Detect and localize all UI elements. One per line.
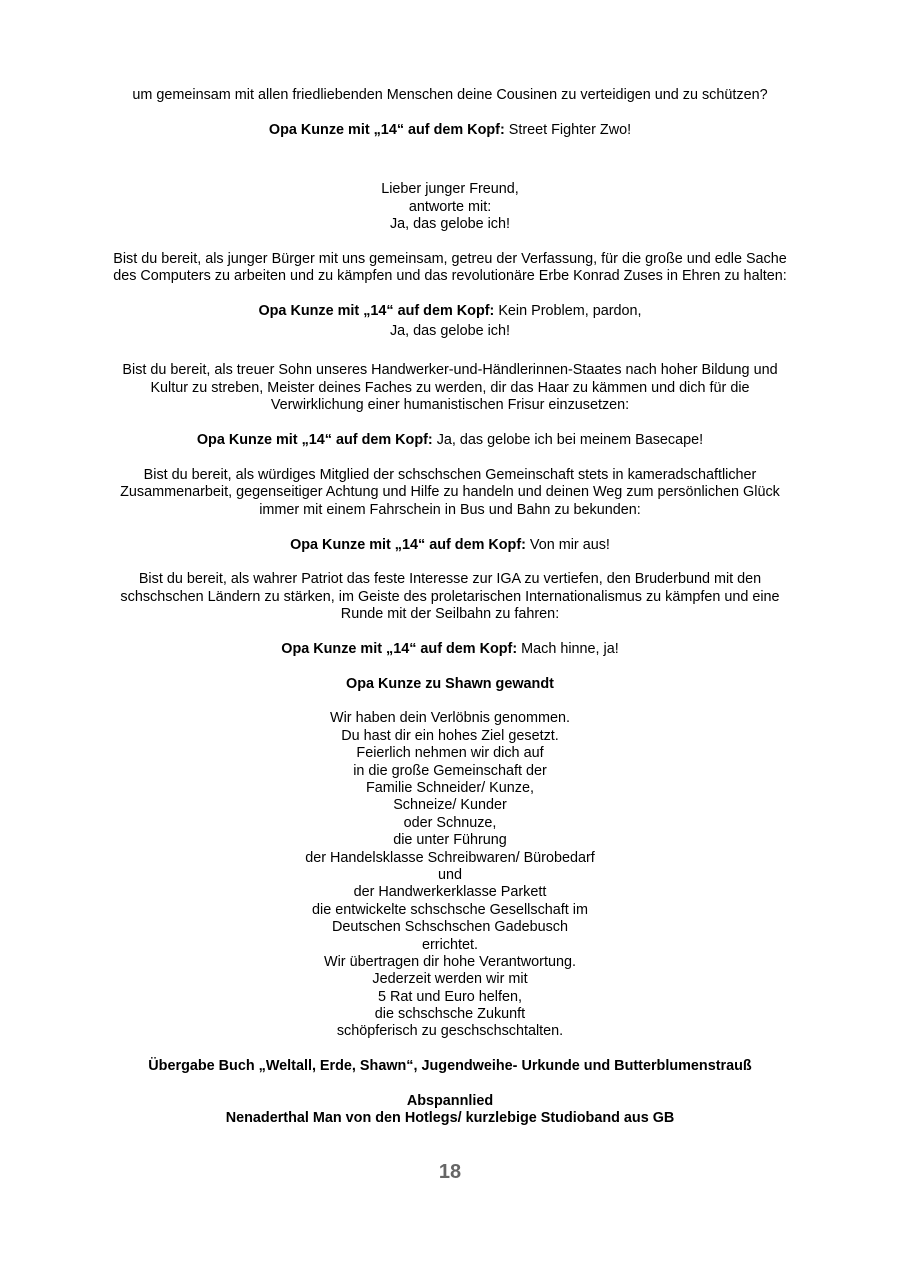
poem-line: Feierlich nehmen wir dich auf (356, 745, 544, 761)
text-line: Zusammenarbeit, gegenseitiger Achtung und Hilfe zu handeln und deinen Weg zum persönlichen Glück (120, 484, 780, 500)
speaker-line (0, 641, 900, 658)
text-line: Kultur zu streben, Meister deines Faches zu werden, dir das Haar zu kämmen und dich für die (150, 380, 750, 396)
song-line: Nenaderthal Man von den Hotlegs/ kurzlebige Studioband aus GB (225, 1110, 675, 1126)
poem-line: errichtet. (422, 937, 478, 953)
poem-line: die unter Führung (393, 832, 507, 848)
poem-line: Du hast dir ein hohes Ziel gesetzt. (341, 728, 559, 744)
poem-line: Wir übertragen dir hohe Verantwortung. (324, 954, 576, 970)
text-line: Runde mit der Seilbahn zu fahren: (340, 606, 560, 622)
text-line: Bist du bereit, als junger Bürger mit uns gemeinsam, getreu der Verfassung, für die große und edle Sache (113, 251, 787, 267)
poem-line: Deutschen Schschschen Gadebusch (332, 919, 568, 935)
poem-line: schöpferisch zu geschschschtalten. (336, 1023, 564, 1039)
text-line: um gemeinsam mit allen friedliebenden Menschen deine Cousinen zu verteidigen und zu schützen? (132, 87, 768, 103)
section-heading: Abspannlied (406, 1093, 494, 1109)
text-line: antworte mit: (408, 199, 492, 215)
text-line: immer mit einem Fahrschein in Bus und Bahn zu bekunden: (259, 502, 641, 518)
poem-line: der Handwerkerklasse Parkett (353, 884, 547, 900)
speaker-line (0, 122, 900, 139)
speaker-label: Opa Kunze mit „14“ auf dem Kopf: (290, 537, 526, 553)
speaker-label: Opa Kunze mit „14“ auf dem Kopf: (281, 641, 518, 657)
page-number: 18 (438, 1161, 462, 1183)
handover-line: Übergabe Buch „Weltall, Erde, Shawn“, Jugendweihe- Urkunde und Butterblumenstrauß (148, 1058, 752, 1074)
poem-line: Wir haben dein Verlöbnis genommen. (330, 710, 570, 726)
poem-line: der Handelsklasse Schreibwaren/ Bürobedarf (305, 850, 595, 866)
text-line: Bist du bereit, als würdiges Mitglied der schschschen Gemeinschaft stets in kameradschaftlicher (143, 467, 757, 483)
speaker-response: Ja, das gelobe ich bei meinem Basecape! (432, 432, 704, 448)
speaker-label: Opa Kunze mit „14“ auf dem Kopf: (258, 303, 495, 319)
text-line: des Computers zu arbeiten und zu kämpfen und das revolutionäre Erbe Konrad Zuses in Ehren zu halten: (113, 268, 787, 284)
text-line: Verwirklichung einer humanistischen Frisur einzusetzen: (270, 397, 630, 413)
speaker-line (0, 537, 900, 554)
text-line: schschschen Ländern zu stärken, im Geiste des proletarischen Internationalismus zu kämpfen und eine (120, 589, 780, 605)
speaker-label: Opa Kunze mit „14“ auf dem Kopf: (268, 122, 505, 138)
section-heading: Opa Kunze zu Shawn gewandt (346, 676, 554, 692)
poem-line: die entwickelte schschsche Gesellschaft im (312, 902, 588, 918)
text-line: Ja, das gelobe ich! (389, 216, 510, 232)
poem-line: Jederzeit werden wir mit (372, 971, 528, 987)
poem-line: die schschsche Zukunft (374, 1006, 526, 1022)
poem-line: und (437, 867, 462, 883)
speaker-line (0, 432, 900, 449)
poem-line: Schneize/ Kunder (393, 797, 507, 813)
speaker-response: Mach hinne, ja! (517, 641, 619, 657)
speaker-response: Kein Problem, pardon, (494, 303, 642, 319)
speaker-line (0, 303, 900, 320)
speaker-response: Von mir aus! (525, 537, 610, 553)
speaker-response: Street Fighter Zwo! (504, 122, 632, 138)
poem-line: in die große Gemeinschaft der (353, 763, 547, 779)
text-line: Bist du bereit, als treuer Sohn unseres Handwerker-und-Händlerinnen-Staates nach hoher Bildung und (122, 362, 778, 378)
poem-line: oder Schnuze, (403, 815, 497, 831)
poem-line: 5 Rat und Euro helfen, (377, 989, 522, 1005)
text-line: Ja, das gelobe ich! (389, 323, 510, 339)
speaker-label: Opa Kunze mit „14“ auf dem Kopf: (196, 432, 433, 448)
poem-line: Familie Schneider/ Kunze, (366, 780, 534, 796)
text-line: Bist du bereit, als wahrer Patriot das feste Interesse zur IGA zu vertiefen, den Bruderbund mit den (138, 571, 762, 587)
text-line: Lieber junger Freund, (381, 181, 519, 197)
